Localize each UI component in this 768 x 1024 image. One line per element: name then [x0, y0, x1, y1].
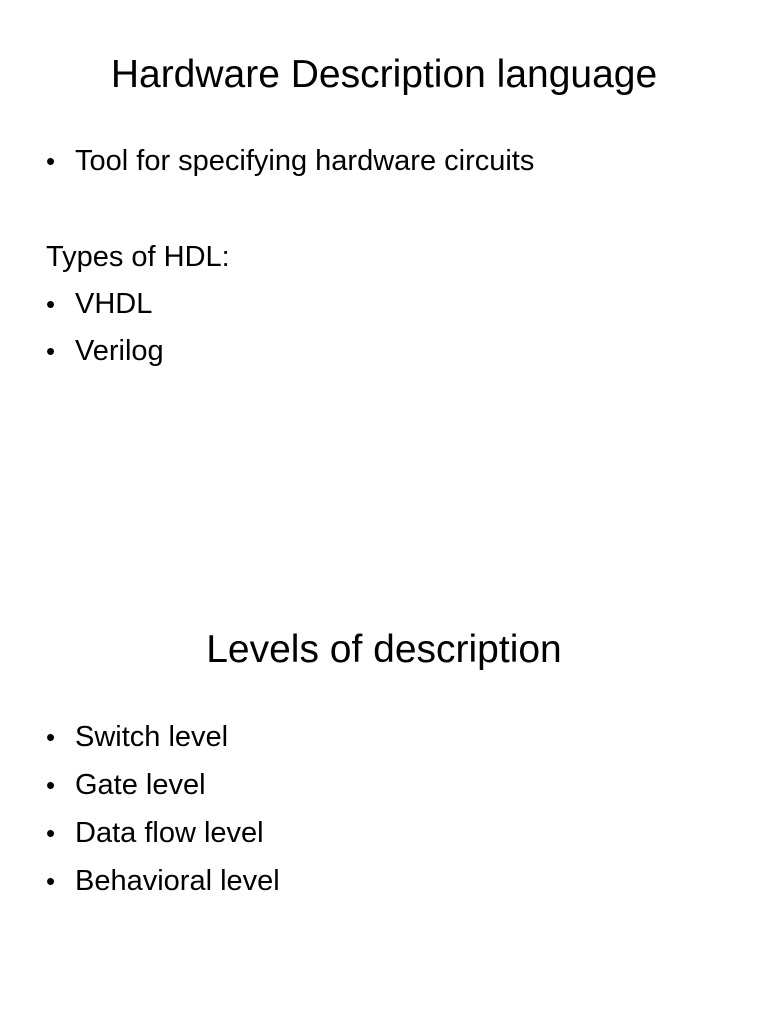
- bullet-icon: •: [46, 866, 56, 896]
- bullet-text: Switch level: [75, 721, 229, 753]
- bullet-item: [46, 143, 534, 179]
- bullet-text: Gate level: [75, 769, 206, 801]
- bullet-icon: •: [46, 336, 56, 366]
- bullet-icon: •: [46, 818, 56, 848]
- bullet-item: [46, 815, 264, 851]
- subheading: Types of HDL:: [46, 241, 230, 273]
- bullet-icon: •: [46, 146, 56, 176]
- bullet-icon: •: [46, 289, 56, 319]
- bullet-text: Behavioral level: [75, 865, 280, 897]
- bullet-item: [46, 333, 164, 369]
- bullet-item: [46, 286, 152, 322]
- slide-title: Levels of description: [206, 628, 562, 671]
- bullet-icon: •: [46, 770, 56, 800]
- bullet-text: Tool for specifying hardware circuits: [75, 145, 535, 177]
- bullet-item: [46, 719, 228, 755]
- bullet-text: Verilog: [75, 335, 164, 367]
- slide-title: Hardware Description language: [110, 53, 658, 96]
- bullet-item: [46, 863, 280, 899]
- bullet-text: VHDL: [75, 288, 153, 320]
- bullet-icon: •: [46, 722, 56, 752]
- bullet-item: [46, 767, 206, 803]
- slide-levels: [0, 512, 768, 1024]
- bullet-text: Data flow level: [75, 817, 264, 849]
